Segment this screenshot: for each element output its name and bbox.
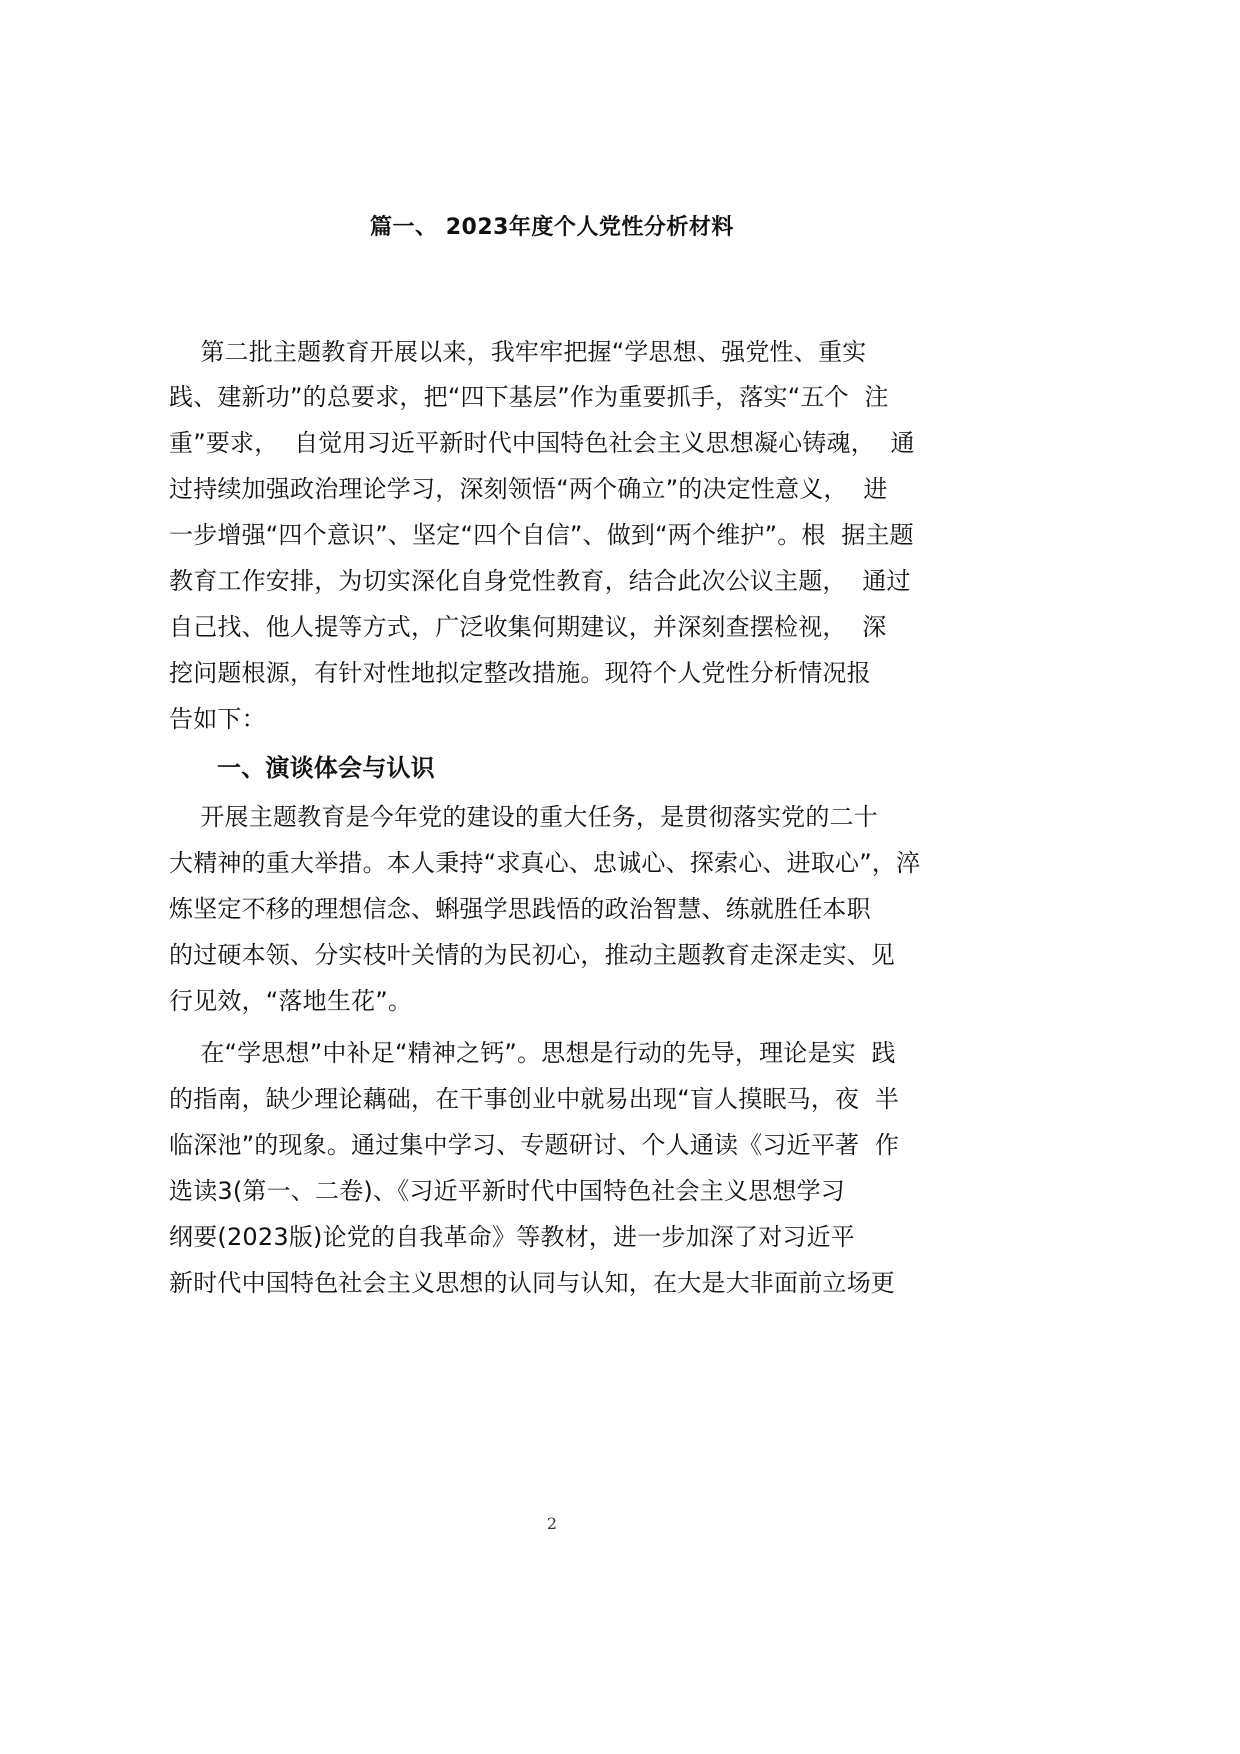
intro-line: 一步增强“四个意识”、坚定“四个自信”、做到“两个维护”。根 据主题 [169,521,914,549]
paragraph-line: 在“学思想”中补足“精神之钙”。思想是行动的先导，理论是实 践 [169,1039,896,1067]
intro-line: 践、建新功”的总要求，把“四下基层”作为重要抓手，落实“五个 注 [169,383,889,411]
intro-line: 挖问题根源，有针对性地拟定整改措施。现符个人党性分析情况报 [169,659,871,687]
paragraph-line: 行见效，“落地生花”。 [169,987,413,1015]
intro-line: 自己找、他人提等方式，广泛收集何期建议，并深刻查摆检视， 深 [169,613,887,641]
paragraph-line: 选读3(第一、二卷)、《习近平新时代中国特色社会主义思想学习 [169,1177,845,1205]
paragraph-line: 纲要(2023版)论党的自我革命》等教材，进一步加深了对习近平 [169,1223,856,1251]
paragraph-line: 大精神的重大举措。本人秉持“求真心、忠诚心、探索心、进取心”，淬 [169,849,921,877]
intro-line: 第二批主题教育开展以来，我牢牢把握“学思想、强党性、重实 [169,338,867,366]
paragraph-line: 的指南，缺少理论藕础，在干事创业中就易出现“盲人摸眠马，夜 半 [169,1085,900,1113]
paragraph-line: 新时代中国特色社会主义思想的认同与认知，在大是大非面前立场更 [169,1269,895,1297]
intro-line: 重”要求， 自觉用习近平新时代中国特色社会主义思想凝心铸魂， 通 [169,429,915,457]
paragraph-line: 临深池”的现象。通过集中学习、专题研讨、个人通读《习近平著 作 [169,1131,900,1159]
paragraph-line: 的过硬本领、分实枝叶关情的为民初心，推动主题教育走深走实、见 [169,941,895,969]
page-number: 2 [546,1514,558,1533]
intro-line: 告如下： [169,705,266,733]
document-title: 篇一、 2023年度个人党性分析材料 [370,215,734,240]
paragraph-line: 开展主题教育是今年党的建设的重大任务，是贯彻落实党的二十 [169,803,878,831]
intro-line: 教育工作安排，为切实深化自身党性教育，结合此次公议主题， 通过 [169,567,911,595]
section-heading: 一、演谈体会与认识 [217,754,435,782]
intro-line: 过持续加强政治理论学习，深刻领悟“两个确立”的决定性意义， 进 [169,475,888,503]
paragraph-line: 炼坚定不移的理想信念、蝌强学思践悟的政治智慧、练就胜任本职 [169,895,871,923]
